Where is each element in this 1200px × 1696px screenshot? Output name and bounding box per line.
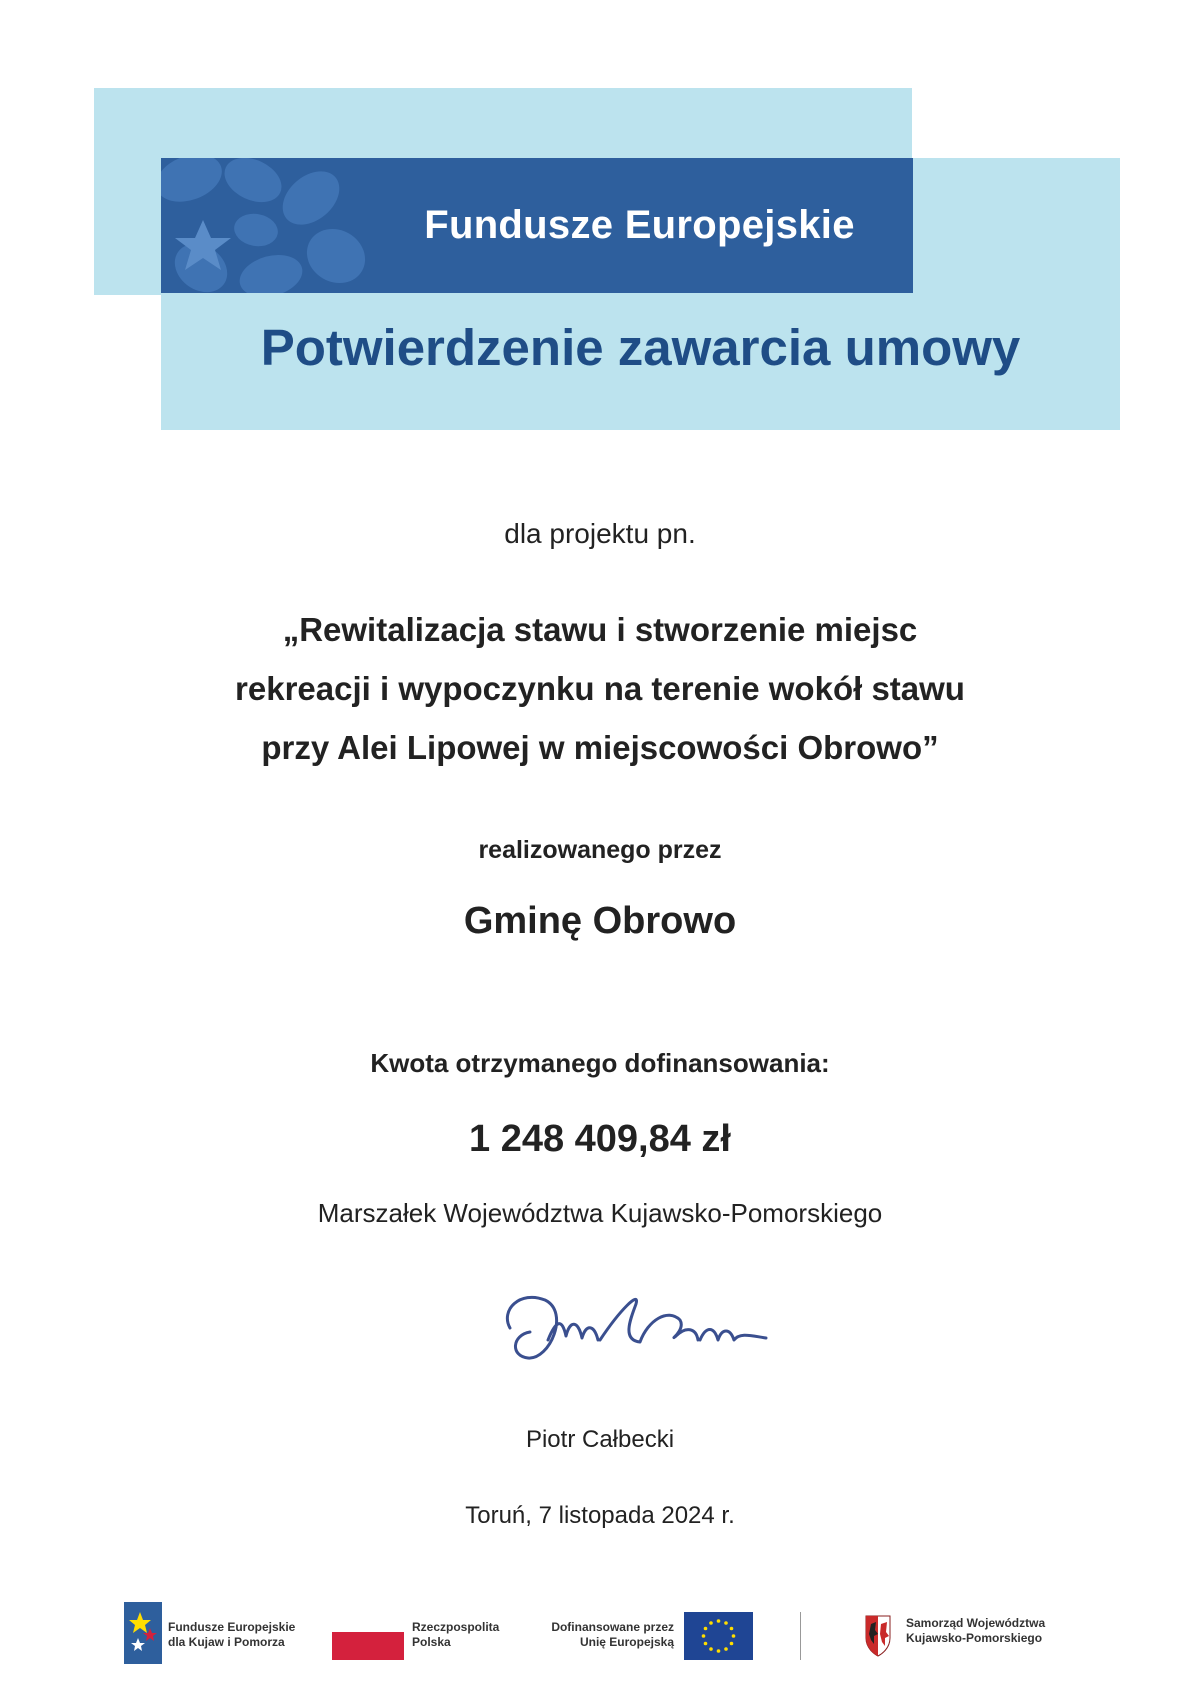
banner-dark: [161, 158, 913, 293]
eu-star: [704, 1642, 708, 1646]
fe-logo-text: [168, 1620, 295, 1650]
eu-star: [732, 1634, 736, 1638]
eu-star: [730, 1627, 734, 1631]
fe-logo-line2: dla Kujaw i Pomorza: [168, 1635, 285, 1649]
eu-star: [724, 1621, 728, 1625]
beneficiary: Gminę Obrowo: [463, 900, 737, 942]
page-title: Potwierdzenie zawarcia umowy: [260, 319, 1021, 376]
pl-flag: [332, 1632, 404, 1660]
eu-star: [709, 1647, 713, 1651]
amount-value: 1 248 409,84 zł: [469, 1118, 731, 1160]
signer-name: Piotr Całbecki: [525, 1426, 675, 1453]
footer-divider: [800, 1612, 801, 1660]
marshal-title: Marszałek Województwa Kujawsko-Pomorskiego: [317, 1198, 883, 1228]
eu-logo-text: [530, 1620, 674, 1650]
kp-logo-text: [906, 1616, 1045, 1646]
realized-by-text: realizowanego przez: [478, 836, 722, 864]
rp-logo-text: [412, 1620, 499, 1650]
eu-star: [709, 1621, 713, 1625]
eu-logo-line1: Dofinansowane przez: [551, 1620, 674, 1634]
eu-star: [717, 1619, 721, 1623]
kp-crest-icon: [862, 1610, 894, 1658]
signature-icon: [490, 1280, 800, 1370]
place-date: Toruń, 7 listopada 2024 r.: [465, 1502, 735, 1529]
rp-logo-line1: Rzeczpospolita: [412, 1620, 500, 1634]
eu-star: [717, 1649, 721, 1653]
eu-star: [730, 1642, 734, 1646]
kp-logo-line1: Samorząd Województwa: [906, 1616, 1046, 1630]
amount-label: Kwota otrzymanego dofinansowania:: [370, 1048, 830, 1078]
fe-logo-icon: [124, 1602, 162, 1664]
fe-title: Fundusze Europejskie: [424, 203, 855, 247]
eu-star: [702, 1634, 706, 1638]
fe-stars-icon: [161, 158, 366, 293]
rp-logo-line2: Polska: [412, 1635, 451, 1649]
project-name: „Rewitalizacja stawu i stworzenie miejsc rekreacji i wypoczynku na terenie wokół stawu przy Alei Lipowej w miejscowości Obrowo”: [235, 611, 965, 766]
eu-star: [704, 1627, 708, 1631]
eu-star: [724, 1647, 728, 1651]
fe-logo-line1: Fundusze Europejskie: [168, 1620, 296, 1634]
eu-flag-icon: [684, 1612, 753, 1660]
kp-logo-line2: Kujawsko-Pomorskiego: [906, 1631, 1043, 1645]
intro-text: dla projektu pn.: [504, 518, 696, 549]
eu-logo-line2: Unię Europejską: [579, 1635, 674, 1649]
